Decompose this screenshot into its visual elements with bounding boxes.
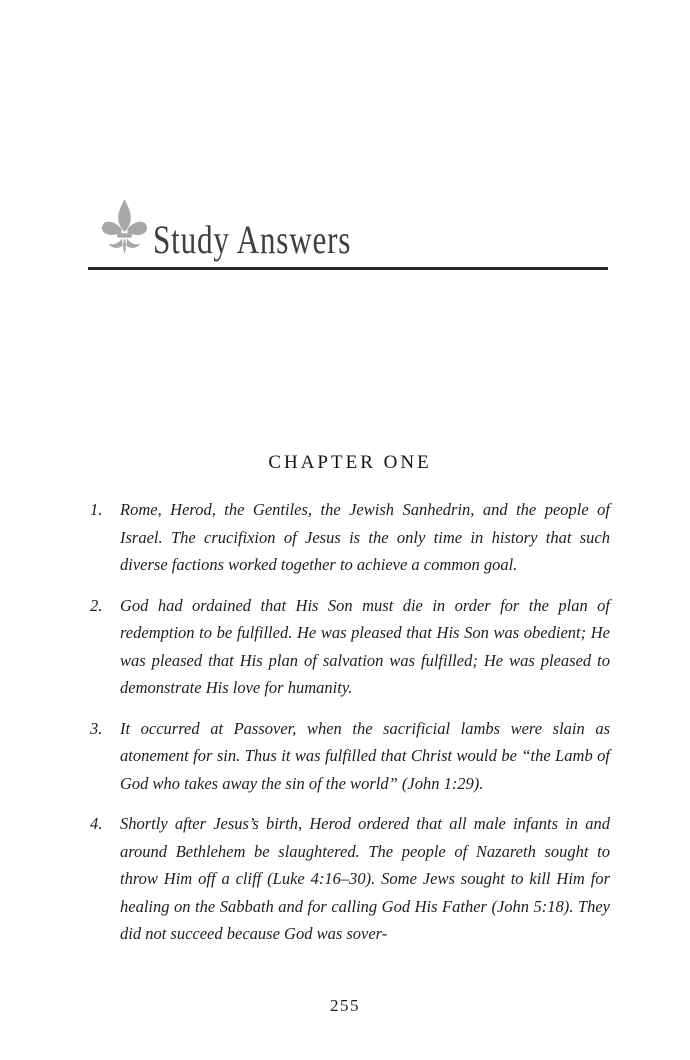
answer-number: 4. <box>90 814 103 833</box>
page-footer <box>0 996 690 1016</box>
chapter-heading: CHAPTER ONE <box>268 452 432 473</box>
page-number: 255 <box>330 996 360 1015</box>
answer-number: 2. <box>90 595 103 615</box>
answer-number: 1. <box>90 500 103 519</box>
section-header <box>100 198 407 262</box>
answer-text: Shortly after Jesus’s birth, Herod ordered that all male infants in and around Bethlehem be slaughtered. The people of Nazareth sought to throw Him off a cliff (Luke 4:16–30). Some Jews sought to kill Him for healing on the Sabbath and for calling God His Father (John 5:18). They did not succeed because God was sover- <box>120 814 610 943</box>
answer-text: God had ordained that His Son must die in order for the plan of redemption to be fulfilled. He was pleased that His Son was obedient; He was pleased that His plan of salvation was fulfilled; He was pleased to demonstrate His love for humanity. <box>120 595 610 697</box>
chapter-content <box>90 450 610 961</box>
answer-number: 3. <box>90 718 103 738</box>
answers-list <box>90 496 610 948</box>
answer-text: Rome, Herod, the Gentiles, the Jewish Sanhedrin, and the people of Israel. The crucifixion of Jesus is the only time in history that such diverse factions worked together to achieve a common goal. <box>120 500 610 574</box>
answer-item <box>90 496 610 579</box>
fleur-de-lis-icon <box>100 198 149 256</box>
answer-item <box>90 715 610 798</box>
section-title: Study Answers <box>153 217 352 262</box>
answer-item <box>90 592 610 702</box>
answer-text: It occurred at Passover, when the sacrificial lambs were slain as atonement for sin. Thus it was fulfilled that Christ would be “the Lamb of God who takes away the sin of the world” (John 1:29). <box>120 718 610 793</box>
answer-item <box>90 810 610 948</box>
header-rule <box>88 267 608 270</box>
